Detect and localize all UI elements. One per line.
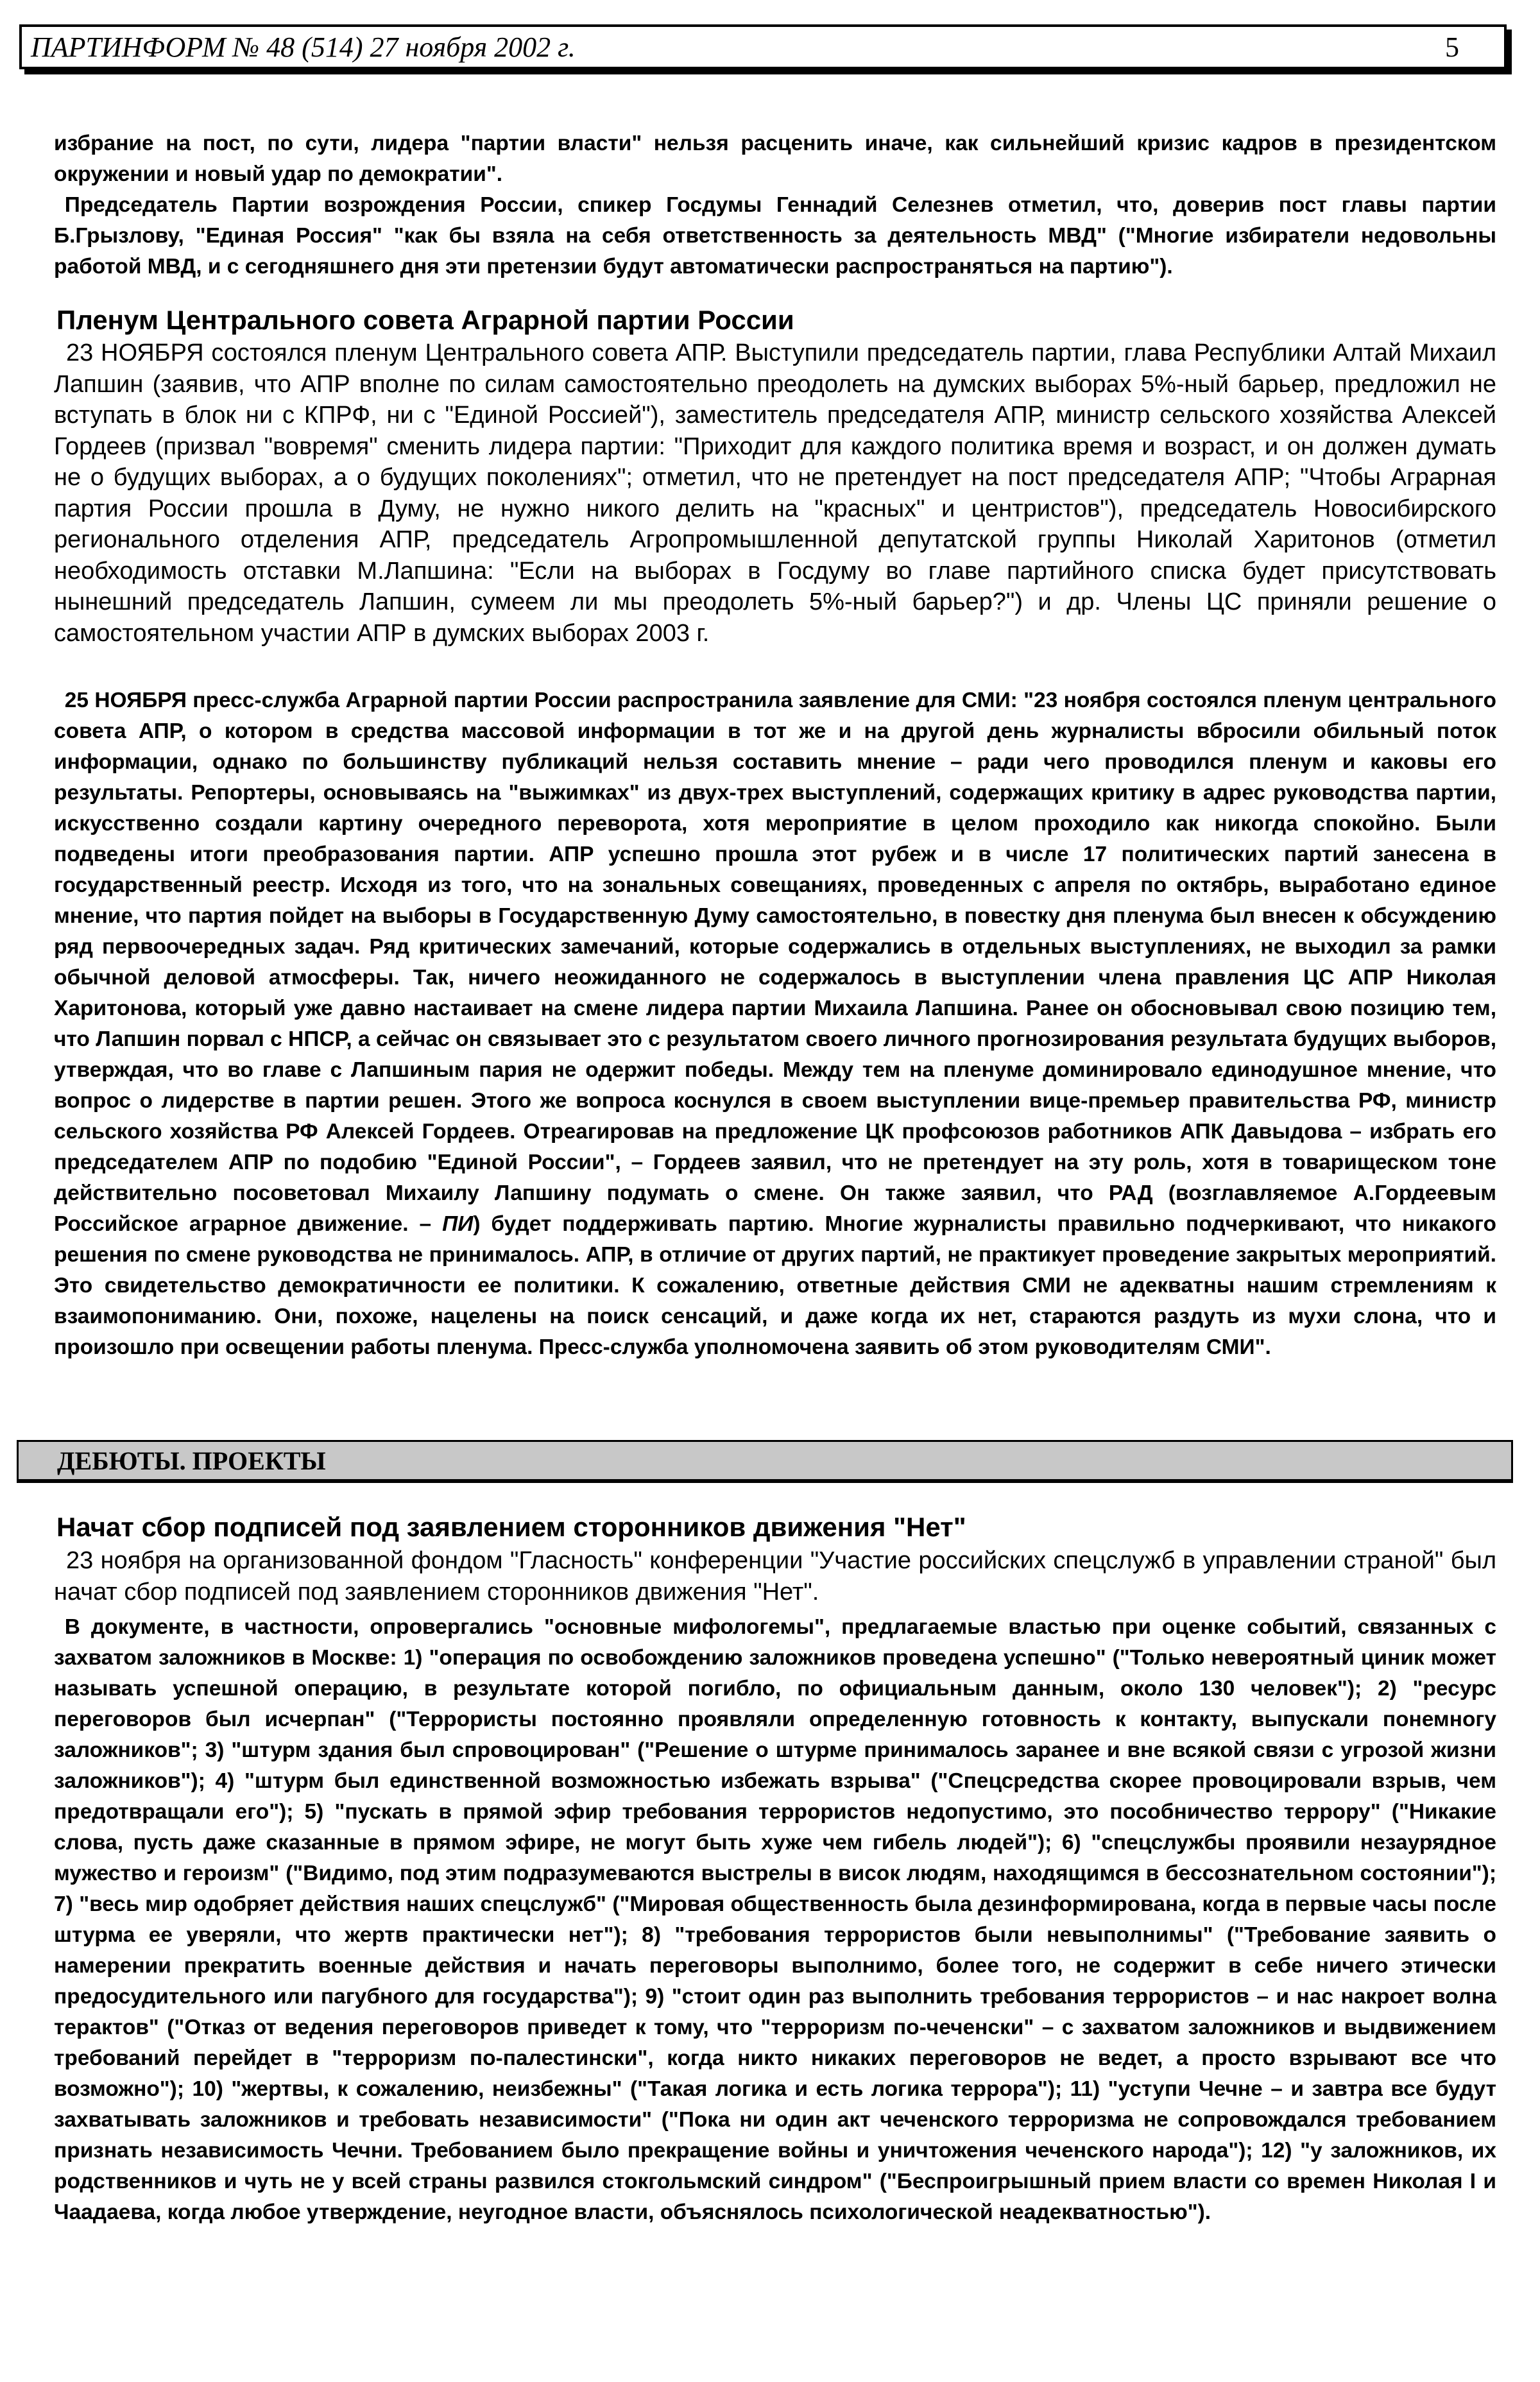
page-number: 5 xyxy=(1445,31,1459,63)
intro-text xyxy=(54,128,1496,282)
page-header xyxy=(19,24,1507,69)
article-signatures-paragraph-2: В документе, в частности, опровергались "основные мифологемы", предлагаемые властью при оценке событий, связанных с захватом заложников в Москве: 1) "операция по освобождению заложников проведена успешно" ("Только невероятный циник может называть успешной операцию, в результате которой погибло, по официальным данным, около 130 человек"); 2) "ресурс переговоров был исчерпан" ("Террористы постоянно проявляли определенную готовность к контакту, выпускали понемногу заложников"; 3) "штурм здания был спровоцирован" ("Решение о штурме принималось заранее и вне всякой связи с угрозой жизни заложников"); 4) "штурм был единственной возможностью избежать взрыва" ("Спецсредства скорее провоцировали взрыв, чем предотвращали его"); 5) "пускать в прямой эфир требования террористов недопустимо, это пособничество террору" ("Никакие слова, пусть даже сказанные в прямом эфире, не могут быть хуже чем гибель людей"); 6) "спецслужбы проявили незаурядное мужество и героизм" ("Видимо, под этим подразумеваются выстрелы в висок людям, находящимся в бессознательном состоянии"); 7) "весь мир одобряет действия наших спецслужб" ("Мировая общественность была дезинформирована, когда в первые часы после штурма ее уверяли, что жертв практически нет"); 8) "требования террористов были невыполнимы" ("Требование заявить о намерении прекратить военные действия и начать переговоры выполнимо, более того, не содержит в себе ничего этически предосудительного или пагубного для государства"); 9) "стоит один раз выполнить требования террористов – и нас накроет волна терактов" ("Отказ от ведения переговоров приведет к тому, что "терроризм по-чеченски" – с захватом заложников и выдвижением требований перейдет в "терроризм по-палестински", когда никто никаких переговоров не ведет, а просто взрывают все что возможно"); 10) "жертвы, к сожалению, неизбежны" ("Такая логика и есть логика террора"); 11) "уступи Чечне – и завтра все будут захватывать заложников и требовать независимости" ("Пока ни один акт чеченского терроризма не сопровождался требованием признать независимость Чечни. Требованием было прекращение войны и уничтожения чеченского народа"); 12) "у заложников, их родственников и чуть не у всей страны развился стокгольмский синдром" ("Беспроигрышный прием власти со времен Николая I и Чаадаева, когда любое утверждение, неугодное власти, объяснялось психологической неадекватностью"). xyxy=(54,1615,1496,2224)
section-title: ДЕБЮТЫ. ПРОЕКТЫ xyxy=(57,1446,326,1475)
article-signatures-paragraph-1: 23 ноября на организованной фондом "Гласность" конференции "Участие российских спецслужб в управлении страной" был начат сбор подписей под заявлением сторонников движения "Нет". xyxy=(54,1547,1496,1606)
press-statement-text-b: ) будет поддерживать партию. Многие журналисты правильно подчеркивают, что никакого решения по смене руководства не принималось. АПР, в отличие от других партий, не практикует проведение закрытых мероприятий. Это свидетельство демократичности ее политики. К сожалению, ответные действия СМИ не адекватны нашим стремлениям к взаимопониманию. Они, похоже, нацелены на поиск сенсаций, и даже когда их нет, стараются раздуть из мухи слона, что и произошло при освещении работы пленума. Пресс-служба уполномочена заявить об этом руководителям СМИ". xyxy=(54,1212,1497,1359)
intro-paragraph-1: избрание на пост, по сути, лидера "партии власти" нельзя расценить иначе, как сильнейший кризис кадров в президентском окружении и новый удар по демократии". xyxy=(54,132,1496,186)
publication-title: ПАРТИНФОРМ № 48 (514) 27 ноября 2002 г. xyxy=(31,31,576,63)
press-statement-abbrev: ПИ xyxy=(442,1212,474,1236)
article-heading-signatures: Начат сбор подписей под заявлением сторонников движения "Нет" xyxy=(56,1512,966,1542)
press-statement-text-a: 25 НОЯБРЯ пресс-служба Аграрной партии России распространила заявление для СМИ: "23 ноября состоялся пленум центрального совета АПР, о котором в средства массовой информации в тот же и на другой день журналисты вбросили обильный поток информации, однако по большинству публикаций нельзя составить мнение – ради чего проводился пленум и каковы его результаты. Репортеры, основываясь на "выжимках" из двух-трех выступлений, содержащих критику в адрес руководства партии, искусственно создали картину очередного переворота, хотя мероприятие в целом проходило как никогда спокойно. Были подведены итоги преобразования партии. АПР успешно прошла этот рубеж и в числе 17 политических партий занесена в государственный реестр. Исходя из того, что на зональных совещаниях, проведенных с апреля по октябрь, выработано единое мнение, что партия пойдет на выборы в Государственную Думу самостоятельно, в повестку дня пленума был внесен к обсуждению ряд первоочередных задач. Ряд критических замечаний, которые содержались в отдельных выступлениях, не выходил за рамки обычной деловой атмосферы. Так, ничего неожиданного не содержалось в выступлении члена правления ЦС АПР Николая Харитонова, который уже давно настаивает на смене лидера партии Михаила Лапшина. Ранее он обосновывал свою позицию тем, что Лапшин порвал с НПСР, а сейчас он связывает это с результатом своего личного прогнозирования результата будущих выборов, утверждая, что во главе с Лапшиным пария не одержит победы. Между тем на пленуме доминировало единодушное мнение, что вопрос о лидерстве в партии решен. Этого же вопроса коснулся в своем выступлении вице-премьер правительства РФ, министр сельского хозяйства РФ Алексей Гордеев. Отреагировав на предложение ЦК профсоюзов работников АПК Давыдова – избрать его председателем АПР по подобию "Единой России", – Гордеев заявил, что не претендует на эту роль, хотя в товарищеском тоне действительно посоветовал Михаилу Лапшину подумать о смене. Он также заявил, что РАД (возглавляемое А.Гордеевым Российское аграрное движение. – xyxy=(54,689,1496,1236)
intro-paragraph-2: Председатель Партии возрождения России, спикер Госдумы Геннадий Селезнев отметил, что, доверив пост главы партии Б.Грызлову, "Единая Россия" "как бы взяла на себя ответственность за деятельность МВД" ("Многие избиратели недовольны работой МВД, и с сегодняшнего дня эти претензии будут автоматически распространяться на партию"). xyxy=(54,193,1496,278)
article-heading-plenum: Пленум Центрального совета Аграрной партии России xyxy=(56,305,794,335)
article-plenum-paragraph-1: 23 НОЯБРЯ состоялся пленум Центрального совета АПР. Выступили председатель партии, глава Республики Алтай Михаил Лапшин (заявив, что АПР вполне по силам самостоятельно преодолеть на думских выборах 5%-ный барьер, предложил не вступать в блок ни с КПРФ, ни с "Единой Россией"), заместитель председателя АПР, министр сельского хозяйства Алексей Гордеев (призвал "вовремя" сменить лидера партии: "Приходит для каждого политика время и возраст, и он должен думать не о будущих выборах, а о будущих поколениях"; отметил, что не претендует на пост председателя АПР; "Чтобы Аграрная партия России прошла в Думу, не нужно никого делить на "красных" и центристов"), председатель Новосибирского регионального отделения АПР, председатель Агропромышленной депутатской группы Николай Харитонов (отметил необходимость отставки М.Лапшина: "Если на выборах в Госдуму во главе партийного списка будет присутствовать нынешний председатель Лапшин, сумеем ли мы преодолеть 5%-ный барьер?") и др. Члены ЦС приняли решение о самостоятельном участии АПР в думских выборах 2003 г. xyxy=(54,339,1496,647)
section-bar xyxy=(17,1440,1513,1481)
article-plenum-paragraph-2 xyxy=(54,685,1496,1363)
